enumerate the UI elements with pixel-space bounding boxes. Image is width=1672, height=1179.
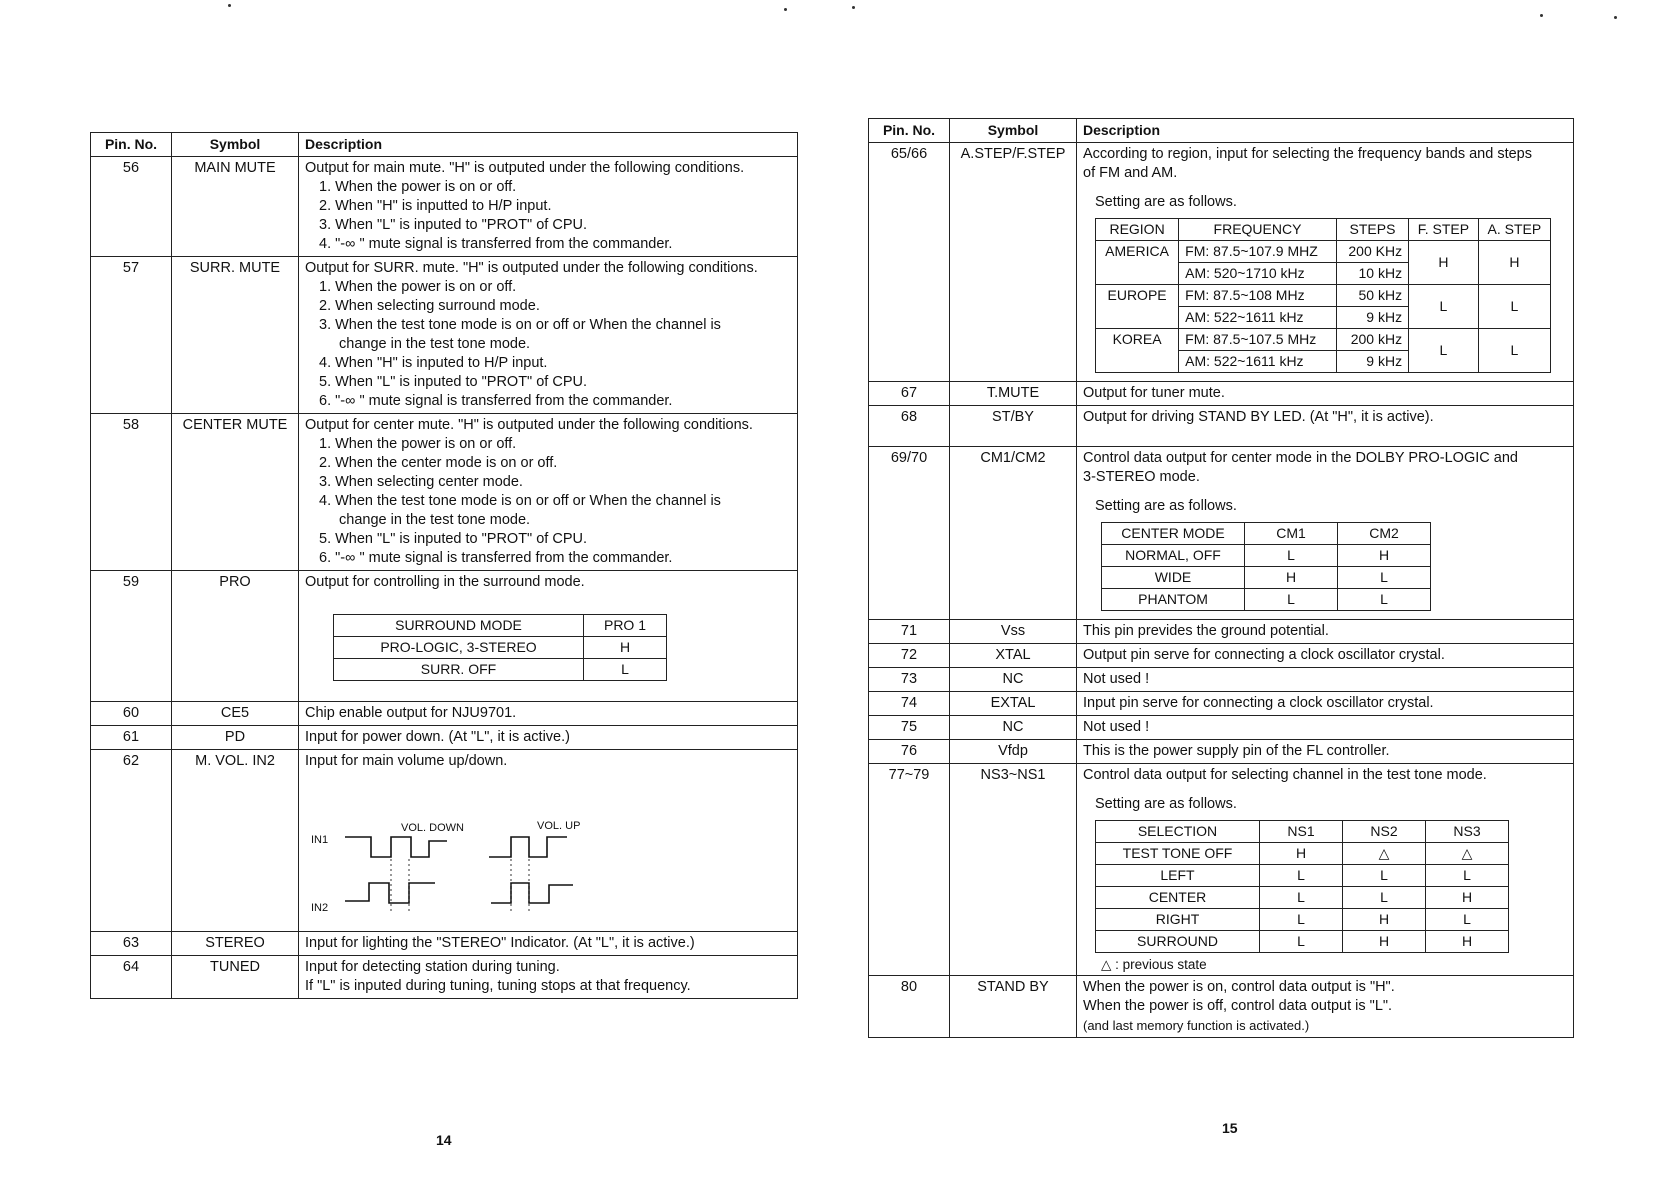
- sub-cell: L: [584, 659, 667, 681]
- table-row: [91, 702, 798, 726]
- sub-cell: L: [1343, 887, 1426, 909]
- pin-symbol: Vfdp: [950, 740, 1077, 764]
- setting-note: Setting are as follows.: [1095, 498, 1237, 514]
- page-number-right: 15: [1222, 1120, 1238, 1136]
- scan-speck: [852, 6, 855, 9]
- pin-number: 67: [869, 382, 950, 406]
- pin-description: Chip enable output for NJU9701.: [299, 702, 798, 726]
- sub-header: F. STEP: [1409, 219, 1479, 241]
- sub-cell: H: [1338, 545, 1431, 567]
- table-row: [91, 157, 798, 257]
- pin-symbol: PD: [172, 726, 299, 750]
- in2-label: IN2: [311, 902, 329, 914]
- header-description: Description: [1077, 119, 1574, 143]
- sub-cell: L: [1245, 545, 1338, 567]
- desc-line: 4. "-∞ " mute signal is transferred from the commander.: [319, 236, 673, 252]
- pin-symbol: STEREO: [172, 932, 299, 956]
- center-mode-table: [1101, 522, 1431, 611]
- desc-line: If "L" is inputed during tuning, tuning stops at that frequency.: [305, 978, 691, 994]
- sub-cell: TEST TONE OFF: [1096, 843, 1260, 865]
- pin-description: [299, 414, 798, 571]
- sub-header: NS3: [1426, 821, 1509, 843]
- pin-number: 62: [91, 750, 172, 932]
- sub-cell: L: [1426, 909, 1509, 931]
- sub-cell: H: [1260, 843, 1343, 865]
- freq-cell: FM: 87.5~108 MHz: [1179, 285, 1337, 307]
- sub-header: CM2: [1338, 523, 1431, 545]
- pin-number: 61: [91, 726, 172, 750]
- pin-description: [1077, 143, 1574, 382]
- desc-line: 5. When "L" is inputed to "PROT" of CPU.: [319, 374, 588, 390]
- desc-line: 4. When the test tone mode is on or off or When the channel is: [319, 493, 721, 509]
- desc-line: Output for center mute. "H" is outputed under the following conditions.: [305, 417, 753, 433]
- sub-cell: L: [1338, 567, 1431, 589]
- pin-description: Not used !: [1077, 668, 1574, 692]
- desc-line: 1. When the power is on or off.: [319, 279, 517, 295]
- desc-line: 1. When the power is on or off.: [319, 436, 517, 452]
- sub-cell: L: [1426, 865, 1509, 887]
- scan-speck: [784, 8, 787, 11]
- pin-number: 80: [869, 976, 950, 1038]
- setting-note: Setting are as follows.: [1095, 194, 1237, 210]
- table-header: [869, 119, 1574, 143]
- table-row: [91, 257, 798, 414]
- desc-line: 3. When "L" is inputed to "PROT" of CPU.: [319, 217, 588, 233]
- table-row: [869, 764, 1574, 976]
- freq-cell: AM: 522~1611 kHz: [1179, 351, 1337, 373]
- sub-cell: △: [1343, 843, 1426, 865]
- pin-number: 71: [869, 620, 950, 644]
- astep-cell: H: [1478, 241, 1550, 285]
- pin-description: Not used !: [1077, 716, 1574, 740]
- freq-cell: FM: 87.5~107.9 MHZ: [1179, 241, 1337, 263]
- pin-symbol: NS3~NS1: [950, 764, 1077, 976]
- table-row: [869, 644, 1574, 668]
- desc-line: 3. When the test tone mode is on or off or When the channel is: [319, 317, 721, 333]
- sub-cell: H: [1245, 567, 1338, 589]
- pin-description: This is the power supply pin of the FL controller.: [1077, 740, 1574, 764]
- sub-header: REGION: [1096, 219, 1179, 241]
- table-row: [91, 726, 798, 750]
- sub-cell: SURROUND: [1096, 931, 1260, 953]
- pin-description: [299, 157, 798, 257]
- pin-number: 73: [869, 668, 950, 692]
- pin-description: Input for power down. (At "L", it is active.): [299, 726, 798, 750]
- pin-symbol: A.STEP/F.STEP: [950, 143, 1077, 382]
- in2-down-waveform: [345, 883, 435, 903]
- in1-label: IN1: [311, 834, 329, 846]
- in1-up-waveform: [489, 837, 567, 857]
- timing-waveforms: [305, 781, 635, 929]
- fstep-cell: L: [1409, 285, 1479, 329]
- desc-line: 6. "-∞ " mute signal is transferred from the commander.: [319, 550, 673, 566]
- desc-line: Input for detecting station during tuning.: [305, 959, 560, 975]
- sub-header: SURROUND MODE: [334, 615, 584, 637]
- pin-number: 56: [91, 157, 172, 257]
- setting-note: Setting are as follows.: [1095, 796, 1237, 812]
- sub-cell: H: [584, 637, 667, 659]
- sub-cell: H: [1343, 931, 1426, 953]
- pin-symbol: TUNED: [172, 956, 299, 999]
- table-row: [869, 692, 1574, 716]
- desc-line: 2. When selecting surround mode.: [319, 298, 540, 314]
- pin-number: 60: [91, 702, 172, 726]
- pin-table-right: [868, 118, 1574, 1038]
- pin-description: This pin prevides the ground potential.: [1077, 620, 1574, 644]
- pin-symbol: SURR. MUTE: [172, 257, 299, 414]
- step-cell: 10 kHz: [1336, 263, 1408, 285]
- desc-line: Output for SURR. mute. "H" is outputed under the following conditions.: [305, 260, 758, 276]
- desc-line: When the power is off, control data output is "L".: [1083, 998, 1393, 1014]
- surround-mode-table: [333, 614, 667, 681]
- sub-cell: RIGHT: [1096, 909, 1260, 931]
- header-symbol: Symbol: [172, 133, 299, 157]
- pin-number: 77~79: [869, 764, 950, 976]
- desc-line: 2. When "H" is inputted to H/P input.: [319, 198, 552, 214]
- pin-number: 74: [869, 692, 950, 716]
- left-page: [90, 132, 798, 999]
- pin-symbol: MAIN MUTE: [172, 157, 299, 257]
- pin-description: Output for driving STAND BY LED. (At "H", it is active).: [1077, 406, 1574, 447]
- fstep-cell: H: [1409, 241, 1479, 285]
- freq-cell: FM: 87.5~107.5 MHz: [1179, 329, 1337, 351]
- sub-cell: NORMAL, OFF: [1102, 545, 1245, 567]
- sub-cell: H: [1426, 887, 1509, 909]
- desc-line: change in the test tone mode.: [339, 336, 531, 352]
- desc-line: 1. When the power is on or off.: [319, 179, 517, 195]
- sub-cell: L: [1260, 865, 1343, 887]
- table-row: [91, 750, 798, 932]
- table-row: [869, 143, 1574, 382]
- pin-number: 69/70: [869, 447, 950, 620]
- sub-cell: H: [1426, 931, 1509, 953]
- desc-line: Output for controlling in the surround mode.: [305, 574, 585, 590]
- pin-description: [299, 257, 798, 414]
- pin-symbol: Vss: [950, 620, 1077, 644]
- pin-symbol: CM1/CM2: [950, 447, 1077, 620]
- scan-speck: [1614, 16, 1617, 19]
- pin-number: 72: [869, 644, 950, 668]
- pin-symbol: STAND BY: [950, 976, 1077, 1038]
- in1-down-waveform: [345, 837, 447, 857]
- desc-line: (and last memory function is activated.): [1083, 1018, 1310, 1033]
- sub-cell: L: [1260, 931, 1343, 953]
- desc-line: of FM and AM.: [1083, 165, 1178, 181]
- pin-symbol: NC: [950, 716, 1077, 740]
- pin-description: [1077, 976, 1574, 1038]
- pin-number: 68: [869, 406, 950, 447]
- table-row: [91, 414, 798, 571]
- desc-line: 5. When "L" is inputed to "PROT" of CPU.: [319, 531, 588, 547]
- sub-cell: L: [1260, 909, 1343, 931]
- sub-header: NS2: [1343, 821, 1426, 843]
- desc-line: Output for main mute. "H" is outputed under the following conditions.: [305, 160, 745, 176]
- table-row: [869, 740, 1574, 764]
- pin-table-left: [90, 132, 798, 999]
- sub-cell: PRO-LOGIC, 3-STEREO: [334, 637, 584, 659]
- pin-description: Input for lighting the "STEREO" Indicator. (At "L", it is active.): [299, 932, 798, 956]
- pin-symbol: PRO: [172, 571, 299, 702]
- sub-header: CENTER MODE: [1102, 523, 1245, 545]
- table-row: [869, 620, 1574, 644]
- region-cell: AMERICA: [1096, 241, 1179, 285]
- pin-symbol: M. VOL. IN2: [172, 750, 299, 932]
- pin-number: 76: [869, 740, 950, 764]
- scan-speck: [1540, 14, 1543, 17]
- pin-number: 75: [869, 716, 950, 740]
- sub-header: STEPS: [1336, 219, 1408, 241]
- pin-description: [1077, 764, 1574, 976]
- sub-cell: △: [1426, 843, 1509, 865]
- desc-line: 3-STEREO mode.: [1083, 469, 1200, 485]
- vol-up-label: VOL. UP: [537, 820, 581, 832]
- header-pin: Pin. No.: [869, 119, 950, 143]
- region-cell: EUROPE: [1096, 285, 1179, 329]
- desc-line: 6. "-∞ " mute signal is transferred from the commander.: [319, 393, 673, 409]
- sub-cell: L: [1343, 865, 1426, 887]
- sub-header: NS1: [1260, 821, 1343, 843]
- pin-symbol: ST/BY: [950, 406, 1077, 447]
- sub-header: SELECTION: [1096, 821, 1260, 843]
- sub-cell: CENTER: [1096, 887, 1260, 909]
- pin-symbol: XTAL: [950, 644, 1077, 668]
- scan-speck: [228, 4, 231, 7]
- freq-cell: AM: 522~1611 kHz: [1179, 307, 1337, 329]
- pin-description: Output pin serve for connecting a clock oscillator crystal.: [1077, 644, 1574, 668]
- table-row: [869, 716, 1574, 740]
- table-row: [869, 976, 1574, 1038]
- right-page: [868, 118, 1574, 1038]
- sub-cell: SURR. OFF: [334, 659, 584, 681]
- pin-description: Input pin serve for connecting a clock oscillator crystal.: [1077, 692, 1574, 716]
- table-row: [869, 406, 1574, 447]
- sub-header: CM1: [1245, 523, 1338, 545]
- pin-number: 57: [91, 257, 172, 414]
- pin-number: 59: [91, 571, 172, 702]
- desc-line: Control data output for selecting channel in the test tone mode.: [1083, 767, 1487, 783]
- desc-line: Control data output for center mode in the DOLBY PRO-LOGIC and: [1083, 450, 1518, 466]
- pin-description: [299, 956, 798, 999]
- pin-number: 58: [91, 414, 172, 571]
- desc-line: 4. When "H" is inputed to H/P input.: [319, 355, 548, 371]
- header-symbol: Symbol: [950, 119, 1077, 143]
- fstep-cell: L: [1409, 329, 1479, 373]
- sub-cell: L: [1245, 589, 1338, 611]
- region-table: [1095, 218, 1551, 373]
- vol-down-label: VOL. DOWN: [401, 822, 464, 834]
- sub-header: A. STEP: [1478, 219, 1550, 241]
- desc-line: 2. When the center mode is on or off.: [319, 455, 558, 471]
- step-cell: 50 kHz: [1336, 285, 1408, 307]
- table-row: [91, 932, 798, 956]
- page-number-left: 14: [436, 1132, 452, 1148]
- sub-header: FREQUENCY: [1179, 219, 1337, 241]
- step-cell: 200 KHz: [1336, 241, 1408, 263]
- pin-number: 63: [91, 932, 172, 956]
- step-cell: 9 kHz: [1336, 307, 1408, 329]
- pin-number: 64: [91, 956, 172, 999]
- sub-cell: WIDE: [1102, 567, 1245, 589]
- volume-timing-diagram: [305, 781, 791, 929]
- in2-up-waveform: [491, 883, 573, 903]
- step-cell: 9 kHz: [1336, 351, 1408, 373]
- table-row: [869, 668, 1574, 692]
- astep-cell: L: [1478, 329, 1550, 373]
- pin-description: [299, 571, 798, 702]
- freq-cell: AM: 520~1710 kHz: [1179, 263, 1337, 285]
- sub-cell: H: [1343, 909, 1426, 931]
- pin-description: [1077, 447, 1574, 620]
- sub-header: PRO 1: [584, 615, 667, 637]
- sub-cell: L: [1260, 887, 1343, 909]
- desc-line: According to region, input for selecting the frequency bands and steps: [1083, 146, 1532, 162]
- pin-symbol: NC: [950, 668, 1077, 692]
- step-cell: 200 kHz: [1336, 329, 1408, 351]
- astep-cell: L: [1478, 285, 1550, 329]
- table-row: [869, 447, 1574, 620]
- selection-table: [1095, 820, 1509, 953]
- pin-symbol: CE5: [172, 702, 299, 726]
- desc-line: Input for main volume up/down.: [305, 753, 508, 769]
- sub-cell: L: [1338, 589, 1431, 611]
- table-row: [869, 382, 1574, 406]
- pin-symbol: T.MUTE: [950, 382, 1077, 406]
- sub-cell: PHANTOM: [1102, 589, 1245, 611]
- region-cell: KOREA: [1096, 329, 1179, 373]
- pin-symbol: EXTAL: [950, 692, 1077, 716]
- sub-cell: LEFT: [1096, 865, 1260, 887]
- desc-line: 3. When selecting center mode.: [319, 474, 523, 490]
- desc-line: change in the test tone mode.: [339, 512, 531, 528]
- table-header: [91, 133, 798, 157]
- header-pin: Pin. No.: [91, 133, 172, 157]
- pin-description: Output for tuner mute.: [1077, 382, 1574, 406]
- pin-symbol: CENTER MUTE: [172, 414, 299, 571]
- table-row: [91, 956, 798, 999]
- pin-description: [299, 750, 798, 932]
- table-row: [91, 571, 798, 702]
- pin-number: 65/66: [869, 143, 950, 382]
- previous-state-legend: △ : previous state: [1101, 957, 1207, 972]
- desc-line: When the power is on, control data output is "H".: [1083, 979, 1395, 995]
- header-description: Description: [299, 133, 798, 157]
